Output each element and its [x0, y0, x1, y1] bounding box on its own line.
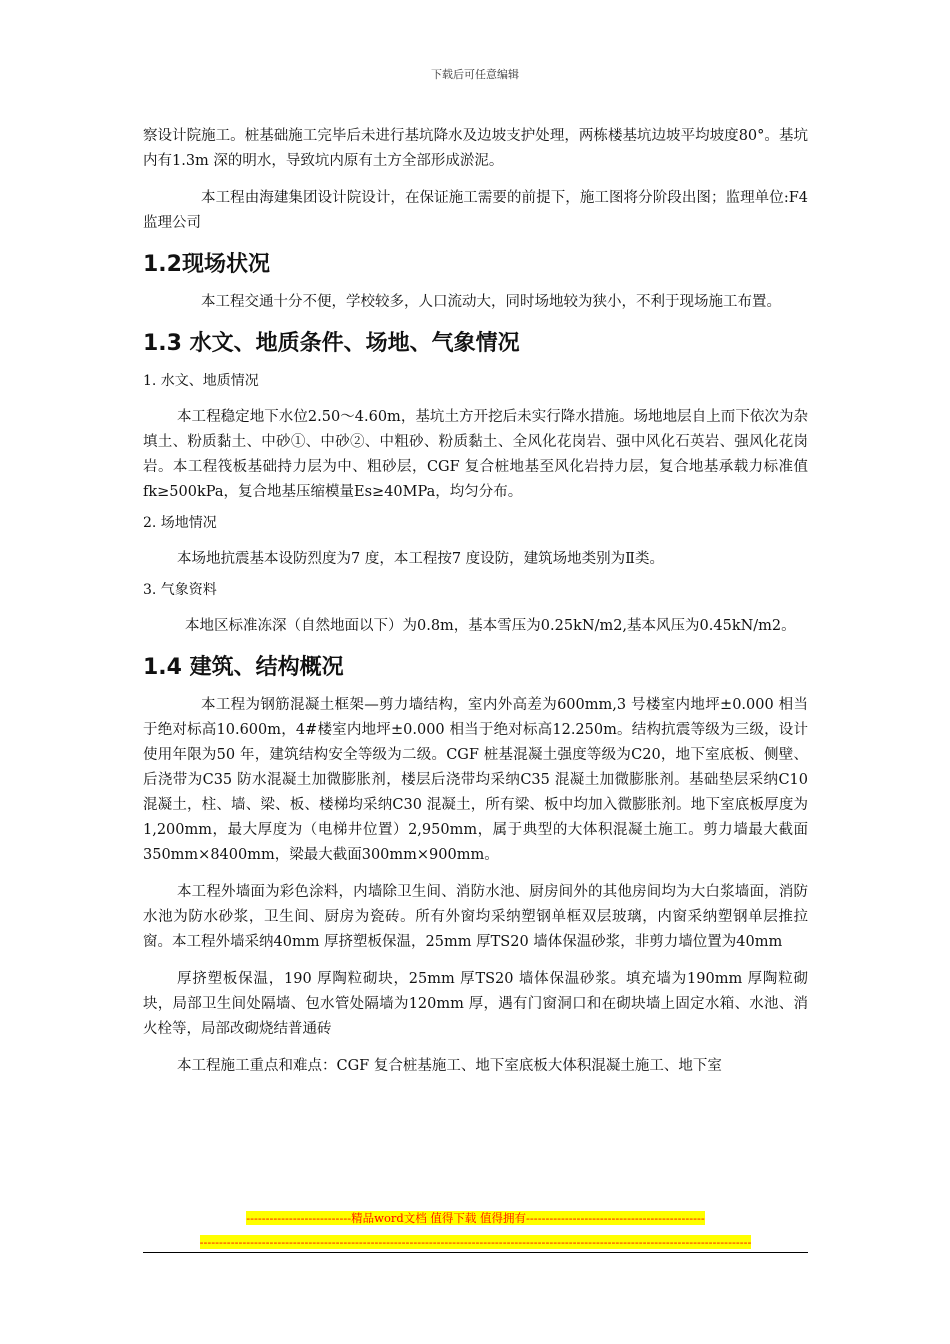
document-body — [143, 124, 808, 1079]
paragraph-hydrology: 本工程稳定地下水位2.50～4.60m，基坑土方开挖后未实行降水措施。场地地层自上而下依次为杂填土、粉质黏土、中砂①、中砂②、中粗砂、粉质黏土、全风化花岗岩、强中风化石英岩、强风化花岗岩。本工程筏板基础持力层为中、粗砂层，CGF 复合桩地基至风化岩持力层，复合地基承载力标准值fk≥500kPa，复合地基压缩模量Es≥40MPa，均匀分布。 — [143, 409, 808, 500]
heading-building-structure: 1.4 建筑、结构概况 — [143, 655, 344, 680]
paragraph-site: 本场地抗震基本设防烈度为7 度，本工程按7 度设防，建筑场地类别为Ⅱ类。 — [177, 551, 665, 567]
subheading-hydrology: 1. 水文、地质情况 — [143, 373, 259, 389]
heading-hydrology-geology: 1.3 水文、地质条件、场地、气象情况 — [143, 331, 520, 356]
footer-rule — [143, 1252, 808, 1253]
footer-banner-text: ---------------------------精品word文档 值得下载 值得拥有---------------------------------------------- — [246, 1211, 705, 1225]
header-note: 下载后可任意编辑 — [431, 68, 519, 81]
footer-banner — [143, 1210, 808, 1226]
subheading-site: 2. 场地情况 — [143, 515, 217, 531]
footer-dashes — [143, 1235, 808, 1249]
paragraph-structure: 本工程为钢筋混凝土框架—剪力墙结构，室内外高差为600mm,3 号楼室内地坪±0.000 相当于绝对标高10.600m，4#楼室内地坪±0.000 相当于绝对标高12.250m。结构抗震等级为三级，设计使用年限为50 年，建筑结构安全等级为二级。CGF 桩基混凝土强度等级为C20，地下室底板、侧壁、后浇带为C35 防水混凝土加微膨胀剂，楼层后浇带均采纳C35 混凝土加微膨胀剂。基础垫层采纳C10 混凝土，柱、墙、梁、板、楼梯均采纳C30 混凝土，所有梁、板中均加入微膨胀剂。地下室底板厚度为1,200mm，最大厚度为（电梯井位置）2,950mm，属于典型的大体积混凝土施工。剪力墙最大截面350mm×8400mm，梁最大截面300mm×900mm。 — [143, 697, 808, 863]
subheading-climate: 3. 气象资料 — [143, 582, 217, 598]
paragraph-design-unit: 本工程由海建集团设计院设计，在保证施工需要的前提下，施工图将分阶段出图；监理单位:F4监理公司 — [143, 190, 808, 231]
paragraph-site-history: 察设计院施工。桩基础施工完毕后未进行基坑降水及边坡支护处理，两栋楼基坑边坡平均坡度80°。基坑内有1.3m 深的明水，导致坑内原有土方全部形成淤泥。 — [143, 128, 808, 169]
paragraph-key-points: 本工程施工重点和难点：CGF 复合桩基施工、地下室底板大体积混凝土施工、地下室 — [177, 1058, 722, 1074]
paragraph-insulation: 厚挤塑板保温，190 厚陶粒砌块，25mm 厚TS20 墙体保温砂浆。填充墙为190mm 厚陶粒砌块，局部卫生间处隔墙、包水管处隔墙为120mm 厚，遇有门窗洞口和在砌块墙上固定水箱、水池、消火栓等，局部改砌烧结普通砖 — [143, 971, 808, 1037]
paragraph-finishes: 本工程外墙面为彩色涂料，内墙除卫生间、消防水池、厨房间外的其他房间均为大白浆墙面，消防水池为防水砂浆，卫生间、厨房为瓷砖。所有外窗均采纳塑钢单框双层玻璃，内窗采纳塑钢单层推拉窗。本工程外墙采纳40mm 厚挤塑板保温，25mm 厚TS20 墙体保温砂浆，非剪力墙位置为40mm — [143, 884, 808, 950]
footer-dashes-text: ---------------------------------------------------------------------------------------------------------------------------------------------- — [199, 1235, 752, 1249]
paragraph-climate: 本地区标准冻深（自然地面以下）为0.8m，基本雪压为0.25kN/m2,基本风压为0.45kN/m2。 — [185, 618, 796, 634]
paragraph-site-status: 本工程交通十分不便，学校较多，人口流动大，同时场地较为狭小，不利于现场施工布置。 — [201, 294, 781, 310]
heading-site-status: 1.2现场状况 — [143, 252, 270, 277]
